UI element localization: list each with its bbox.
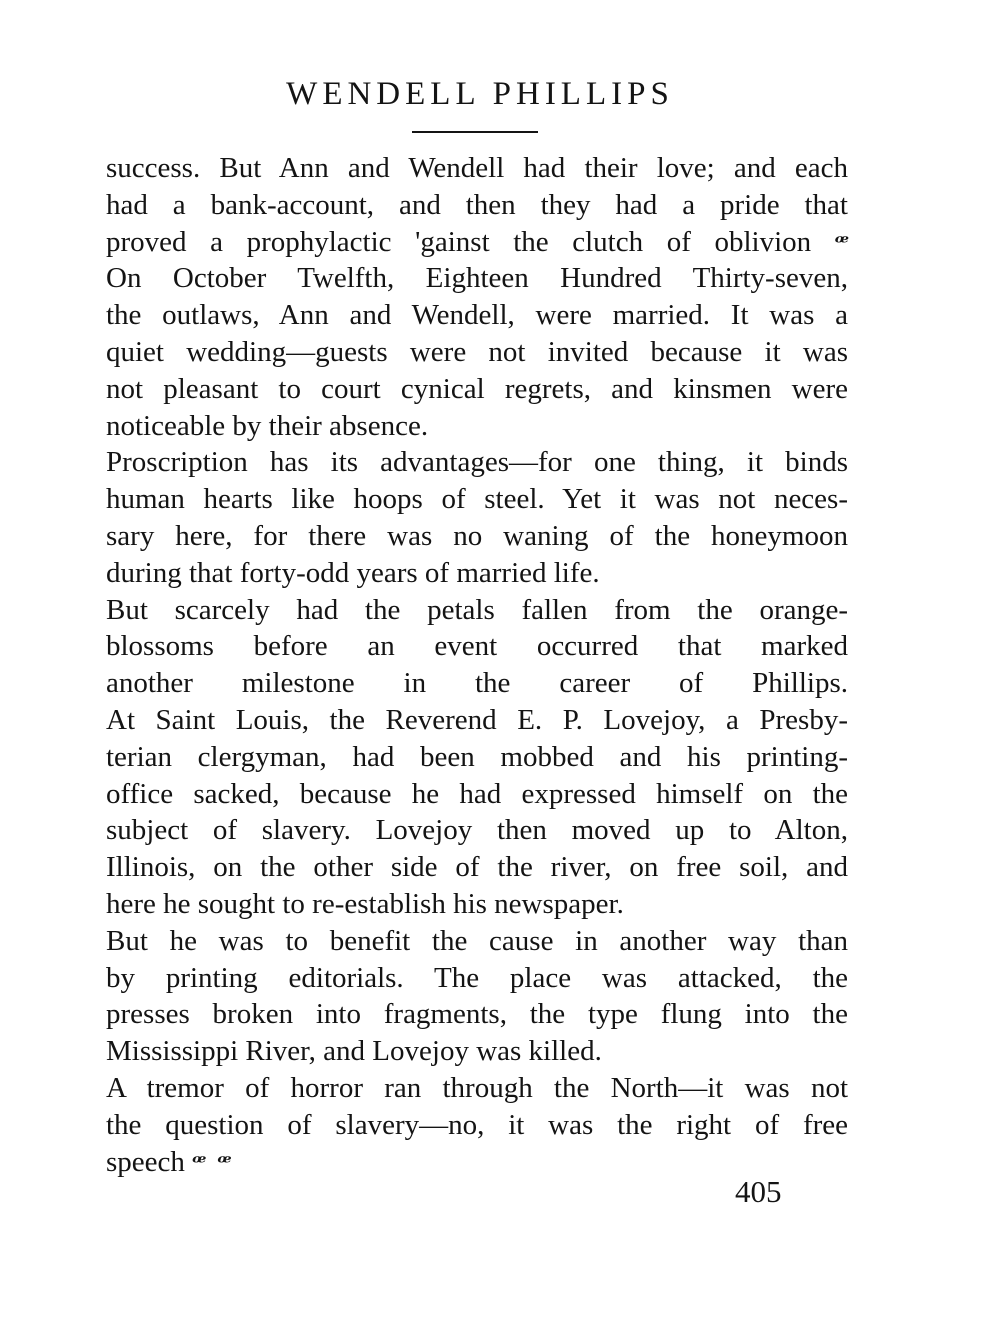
text-line: during that forty-odd years of married life.: [106, 556, 600, 589]
header-rule: [412, 131, 538, 133]
text-line: the question of slavery—no, it was the right of free: [106, 1108, 848, 1141]
text-line: [106, 224, 848, 261]
text-line: At Saint Louis, the Reverend E. P. Lovejoy, a Presby-: [106, 703, 848, 736]
text-line: Proscription has its advantages—for one thing, it binds: [106, 446, 848, 479]
leaf-ornament-icon: ꟹ: [192, 1149, 206, 1175]
text-line: terian clergyman, had been mobbed and his printing-: [106, 740, 848, 773]
text-line: sary here, for there was no waning of the honeymoon: [106, 519, 848, 552]
text-line: success. But Ann and Wendell had their love; and each: [106, 152, 848, 184]
text-line: human hearts like hoops of steel. Yet it was not neces-: [106, 483, 848, 516]
text-line: another milestone in the career of Phillips.: [106, 667, 848, 700]
text-line: Mississippi River, and Lovejoy was killed.: [106, 1035, 602, 1068]
text-line: office sacked, because he had expressed himself on the: [106, 777, 848, 810]
text-line: quiet wedding—guests were not invited because it was: [106, 335, 848, 368]
text-line: the outlaws, Ann and Wendell, were married. It was a: [106, 299, 848, 332]
leaf-ornament-icon: ꟹ: [217, 1149, 231, 1175]
leaf-ornament-icon: ꟹ: [834, 229, 848, 255]
text-line: not pleasant to court cynical regrets, and kinsmen were: [106, 372, 848, 405]
body-text: [106, 150, 848, 1180]
text-line: by printing editorials. The place was attacked, the: [106, 961, 848, 994]
text-line: presses broken into fragments, the type flung into the: [106, 998, 848, 1031]
text-line: Illinois, on the other side of the river, on free soil, and: [106, 851, 848, 884]
text-line: A tremor of horror ran through the North—it was not: [106, 1071, 848, 1104]
page-number: 405: [735, 1174, 782, 1209]
text-line: But he was to benefit the cause in another way than: [106, 924, 848, 957]
text-line: noticeable by their absence.: [106, 409, 429, 442]
text-line: here he sought to re-establish his newspaper.: [106, 887, 624, 920]
text-line: subject of slavery. Lovejoy then moved up to Alton,: [106, 814, 848, 847]
text-line: had a bank-account, and then they had a pride that: [106, 188, 848, 221]
running-header: WENDELL PHILLIPS: [286, 76, 674, 112]
text-line-content: proved a prophylactic 'gainst the clutch of oblivion: [106, 225, 812, 258]
text-line-content: speech: [106, 1145, 185, 1178]
text-line: But scarcely had the petals fallen from the orange-: [106, 593, 848, 626]
text-line: blossoms before an event occurred that marked: [106, 630, 848, 663]
text-line: On October Twelfth, Eighteen Hundred Thirty-seven,: [106, 262, 848, 295]
